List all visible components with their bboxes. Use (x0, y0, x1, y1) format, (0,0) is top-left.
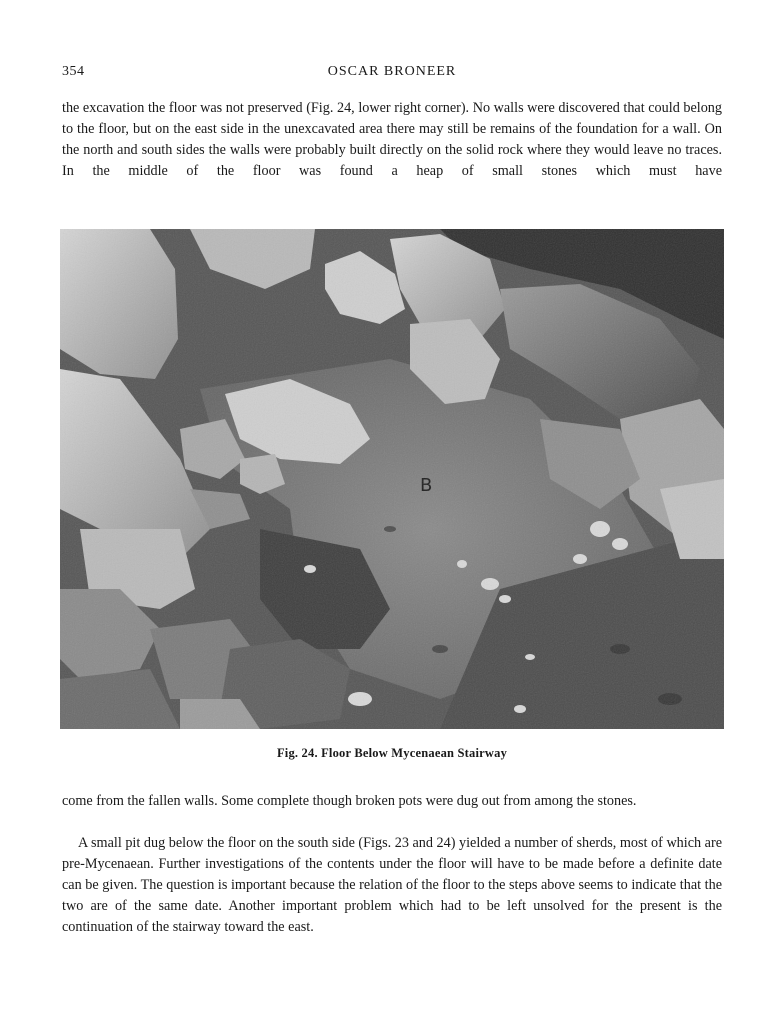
running-title: OSCAR BRONEER (327, 64, 457, 79)
body-paragraph-after: come from the fallen walls. Some complete though broken pots were dug out from among the stones. (62, 793, 637, 809)
page-number: 354 (62, 64, 85, 79)
figure-photograph (60, 229, 724, 729)
body-paragraph-top: the excavation the floor was not preserved (Fig. 24, lower right corner). No walls were discovered that could belong to the floor, but on the east side in the unexcavated area there may still be remains of the foundation for a wall. On the north and south sides the walls were probably built directly on the solid rock where they would leave no traces. In the middle of the floor was found a heap of small stones which must have (62, 100, 722, 179)
running-head (62, 64, 722, 84)
body-paragraph-second: A small pit dug below the floor on the south side (Figs. 23 and 24) yielded a number of sherds, most of which are pre-Mycenaean. Further investigations of the contents under the floor will have to be made before a definite date can be given. The question is important because the relation of the floor to the steps above seems to indicate that the two are of the same date. Another important problem which had to be left unsolved for the present is the continuation of the stairway toward the east. (62, 835, 722, 935)
figure-caption: Fig. 24. Floor Below Mycenaean Stairway (276, 746, 508, 760)
